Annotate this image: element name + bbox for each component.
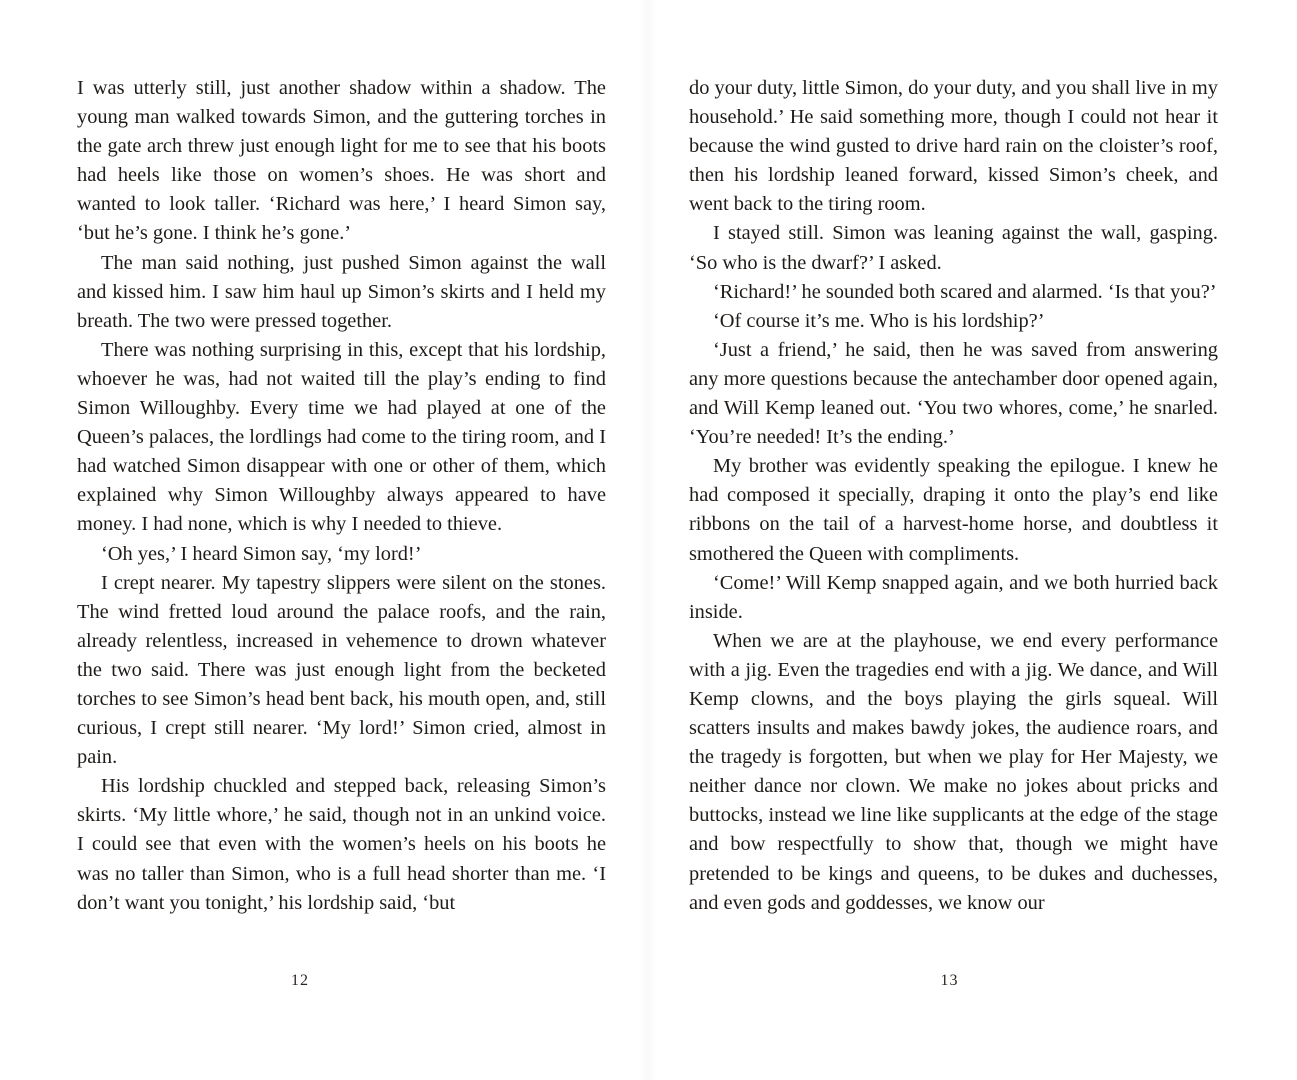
right-page [648,0,1297,1080]
right-paragraph-7: ‘Come!’ Will Kemp snapped again, and we both hurried back inside. [689,571,1218,623]
right-paragraph-2: I stayed still. Simon was leaning against the wall, gasping. ‘So who is the dwarf?’ I asked. [689,222,1218,274]
left-page-number: 12 [291,972,309,989]
left-page [0,0,648,1080]
right-paragraph-6: My brother was evidently speaking the epilogue. I knew he had composed it specially, draping it onto the play’s end like ribbons on the tail of a harvest-home horse, and doubtless it smothered the Queen with compliments. [689,455,1218,565]
right-page-number: 13 [940,972,959,989]
right-paragraph-4: ‘Of course it’s me. Who is his lordship?’ [713,309,1045,332]
left-paragraph-6: His lordship chuckled and stepped back, releasing Simon’s skirts. ‘My little whore,’ he said, though not in an unkind voice. I could see that even with the women’s heels on his boots he was no taller than Simon, who is a full head shorter than me. ‘I don’t want you tonight,’ his lordship said, ‘but [77,775,606,914]
left-paragraph-4: ‘Oh yes,’ I heard Simon say, ‘my lord!’ [101,542,422,565]
right-paragraph-3: ‘Richard!’ he sounded both scared and alarmed. ‘Is that you?’ [713,280,1217,303]
right-page-text [689,74,1218,918]
left-paragraph-1: I was utterly still, just another shadow within a shadow. The young man walked towards Simon, and the guttering torches in the gate arch threw just enough light for me to see that his boots had heels like those on women’s shoes. He was short and wanted to look taller. ‘Richard was here,’ I heard Simon say, ‘but he’s gone. I think he’s gone.’ [77,77,606,245]
left-paragraph-3: There was nothing surprising in this, except that his lordship, whoever he was, had not waited till the play’s ending to find Simon Willoughby. Every time we had played at one of the Queen’s palaces, the lordlings had come to the tiring room, and I had watched Simon disappear with one or other of them, which explained why Simon Willoughby always appeared to have money. I had none, which is why I needed to thieve. [77,338,606,536]
right-paragraph-1: do your duty, little Simon, do your duty, and you shall live in my household.’ He said something more, though I could not hear it because the wind gusted to drive hard rain on the cloister’s roof, then his lordship leaned forward, kissed Simon’s cheek, and went back to the tiring room. [689,77,1218,216]
right-paragraph-8: When we are at the playhouse, we end every performance with a jig. Even the tragedies end with a jig. We dance, and Will Kemp clowns, and the boys playing the girls squeal. Will scatters insults and makes bawdy jokes, the audience roars, and the tragedy is forgotten, but when we play for Her Majesty, we neither dance nor clown. We make no jokes about pricks and buttocks, instead we line like supplicants at the edge of the stage and bow respectfully to show that, though we might have pretended to be kings and queens, to be dukes and duchesses, and even gods and goddesses, we know our [689,629,1218,914]
left-paragraph-2: The man said nothing, just pushed Simon against the wall and kissed him. I saw him haul up Simon’s skirts and I held my breath. The two were pressed together. [77,251,606,332]
left-paragraph-5: I crept nearer. My tapestry slippers were silent on the stones. The wind fretted loud around the palace roofs, and the rain, already relentless, increased in vehemence to drown whatever the two said. There was just enough light from the becketed torches to see Simon’s head bent back, his mouth open, and, still curious, I crept still nearer. ‘My lord!’ Simon cried, almost in pain. [77,571,606,769]
left-page-text [77,74,606,918]
right-paragraph-5: ‘Just a friend,’ he said, then he was saved from answering any more questions because the antechamber door opened again, and Will Kemp leaned out. ‘You two whores, come,’ he snarled. ‘You’re needed! It’s the ending.’ [689,338,1218,449]
